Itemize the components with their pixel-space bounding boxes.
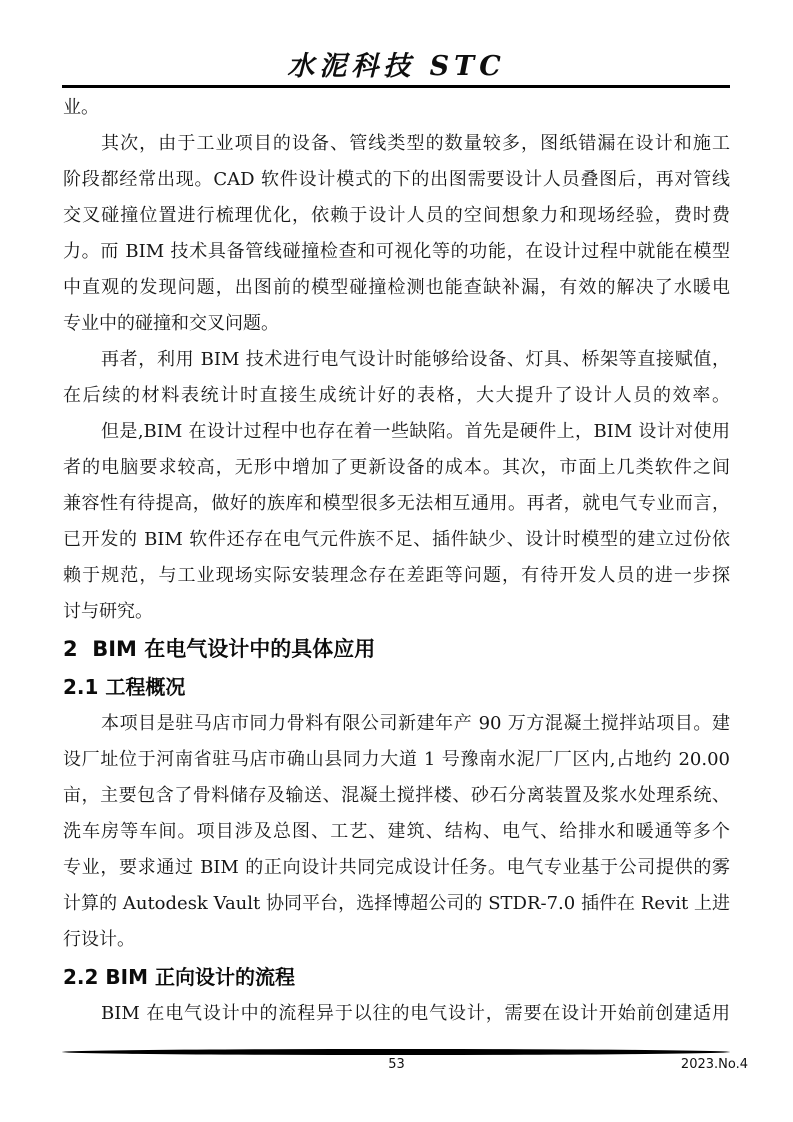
text-line: 本项目是驻马店市同力骨料有限公司新建年产 90 万方混凝土搅拌站项目。建 <box>101 713 730 734</box>
text-line: 兼容性有待提高，做好的族库和模型很多无法相互通用。再者，就电气专业而言， <box>63 493 730 514</box>
document-body <box>63 90 730 1032</box>
text-line: 专业，要求通过 BIM 的正向设计共同完成设计任务。电气专业基于公司提供的雾 <box>63 857 730 878</box>
page-number: 53 <box>388 1057 405 1072</box>
paragraph <box>63 706 730 958</box>
text-line: 在后续的材料表统计时直接生成统计好的表格，大大提升了设计人员的效率。 <box>63 385 730 406</box>
text-line: 亩，主要包含了骨料储存及输送、混凝土搅拌楼、砂石分离装置及浆水处理系统、 <box>63 785 730 806</box>
text-line: 专业中的碰撞和交叉问题。 <box>63 313 279 334</box>
text-line: 力。而 BIM 技术具备管线碰撞检查和可视化等的功能，在设计过程中就能在模型 <box>63 241 730 262</box>
issue-label: 2023.No.4 <box>680 1057 748 1072</box>
text-line: 但是,BIM 在设计过程中也存在着一些缺陷。首先是硬件上，BIM 设计对使用 <box>101 421 730 442</box>
footer-rule <box>62 1049 730 1055</box>
text-line: 再者，利用 BIM 技术进行电气设计时能够给设备、灯具、桥架等直接赋值， <box>101 349 730 370</box>
text-line: 者的电脑要求较高，无形中增加了更新设备的成本。其次，市面上几类软件之间 <box>63 457 730 478</box>
text-line: 洗车房等车间。项目涉及总图、工艺、建筑、结构、电气、给排水和暖通等多个 <box>63 821 730 842</box>
subsection-heading: 2.1 工程概况 <box>63 675 186 699</box>
header-rule <box>62 85 730 88</box>
subsection-heading: 2.2 BIM 正向设计的流程 <box>63 965 295 989</box>
paragraph <box>63 126 730 342</box>
text-line: 赖于规范，与工业现场实际安装理念存在差距等问题，有待开发人员的进一步探 <box>63 565 730 586</box>
text-line: 行设计。 <box>63 929 135 950</box>
text-line: 交叉碰撞位置进行梳理优化，依赖于设计人员的空间想象力和现场经验，费时费 <box>63 205 730 226</box>
text-line: 计算的 Autodesk Vault 协同平台，选择博超公司的 STDR-7.0 插件在 Revit 上进 <box>63 893 730 914</box>
paragraph <box>63 90 730 126</box>
text-line: 设厂址位于河南省驻马店市确山县同力大道 1 号豫南水泥厂厂区内,占地约 20.00 <box>63 749 730 770</box>
text-line: 业。 <box>63 97 99 118</box>
text-line: 讨与研究。 <box>63 601 153 622</box>
paragraph <box>63 996 730 1032</box>
paragraph <box>63 342 730 414</box>
text-line: BIM 在电气设计中的流程异于以往的电气设计，需要在设计开始前创建适用 <box>101 1003 730 1024</box>
text-line: 其次，由于工业项目的设备、管线类型的数量较多，图纸错漏在设计和施工 <box>101 133 730 154</box>
section-heading: 2 BIM 在电气设计中的具体应用 <box>63 637 376 661</box>
text-line: 阶段都经常出现。CAD 软件设计模式的下的出图需要设计人员叠图后，再对管线 <box>63 169 730 190</box>
journal-title: 水泥科技 STC <box>287 51 506 82</box>
text-line: 已开发的 BIM 软件还存在电气元件族不足、插件缺少、设计时模型的建立过份依 <box>63 529 730 550</box>
paragraph <box>63 414 730 630</box>
text-line: 中直观的发现问题，出图前的模型碰撞检测也能查缺补漏，有效的解决了水暖电 <box>63 277 730 298</box>
